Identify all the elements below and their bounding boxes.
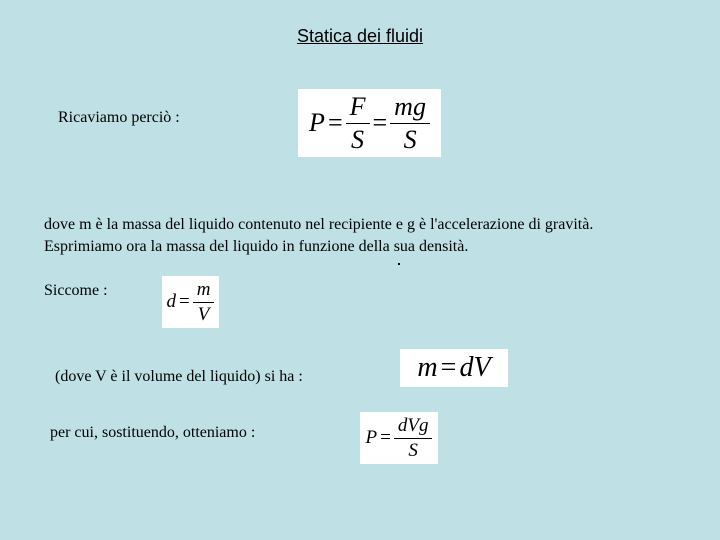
formula-mass-eq: = xyxy=(440,352,457,383)
formula-pressure-lhs: P xyxy=(309,108,325,137)
fraction-force-area xyxy=(348,92,368,155)
fraction-denominator: V xyxy=(193,302,215,326)
fraction-mass-volume xyxy=(195,279,213,326)
slide-title: Statica dei fluidi xyxy=(296,26,424,46)
formula-pd-eq: = xyxy=(380,427,391,448)
text-esprimiamo: Esprimiamo ora la massa del liquido in funzione della sua densità. xyxy=(44,238,469,255)
formula-pressure-density xyxy=(360,412,438,464)
formula-pressure xyxy=(298,89,441,157)
text-ricaviamo: Ricaviamo perciò : xyxy=(58,109,180,126)
text-siccome: Siccome : xyxy=(44,282,108,299)
text-dove-volume: (dove V è il volume del liquido) si ha : xyxy=(55,368,303,385)
formula-mass-rhs: dV xyxy=(459,352,491,383)
fraction-numerator: dVg xyxy=(397,414,429,436)
fraction-mg-area xyxy=(392,92,428,155)
formula-mass-lhs: m xyxy=(417,352,438,383)
fraction-numerator: mg xyxy=(394,91,426,121)
formula-density xyxy=(162,276,219,328)
stray-dot xyxy=(398,263,400,265)
formula-pressure-eq2: = xyxy=(372,108,388,137)
formula-density-lhs: d xyxy=(166,291,177,312)
fraction-denominator: S xyxy=(394,438,433,462)
formula-density-eq: = xyxy=(179,291,190,312)
formula-pd-lhs: P xyxy=(365,427,378,448)
formula-mass xyxy=(400,349,508,387)
text-dove-massa: dove m è la massa del liquido contenuto nel recipiente e g è l'accelerazione di gravità. xyxy=(44,216,594,233)
formula-pressure-eq: = xyxy=(327,108,343,137)
fraction-numerator: F xyxy=(349,91,366,121)
fraction-numerator: m xyxy=(196,278,211,300)
fraction-dvg-area xyxy=(396,415,431,462)
fraction-denominator: S xyxy=(390,123,430,155)
fraction-denominator: S xyxy=(346,123,370,155)
text-per-cui: per cui, sostituendo, otteniamo : xyxy=(50,424,256,441)
